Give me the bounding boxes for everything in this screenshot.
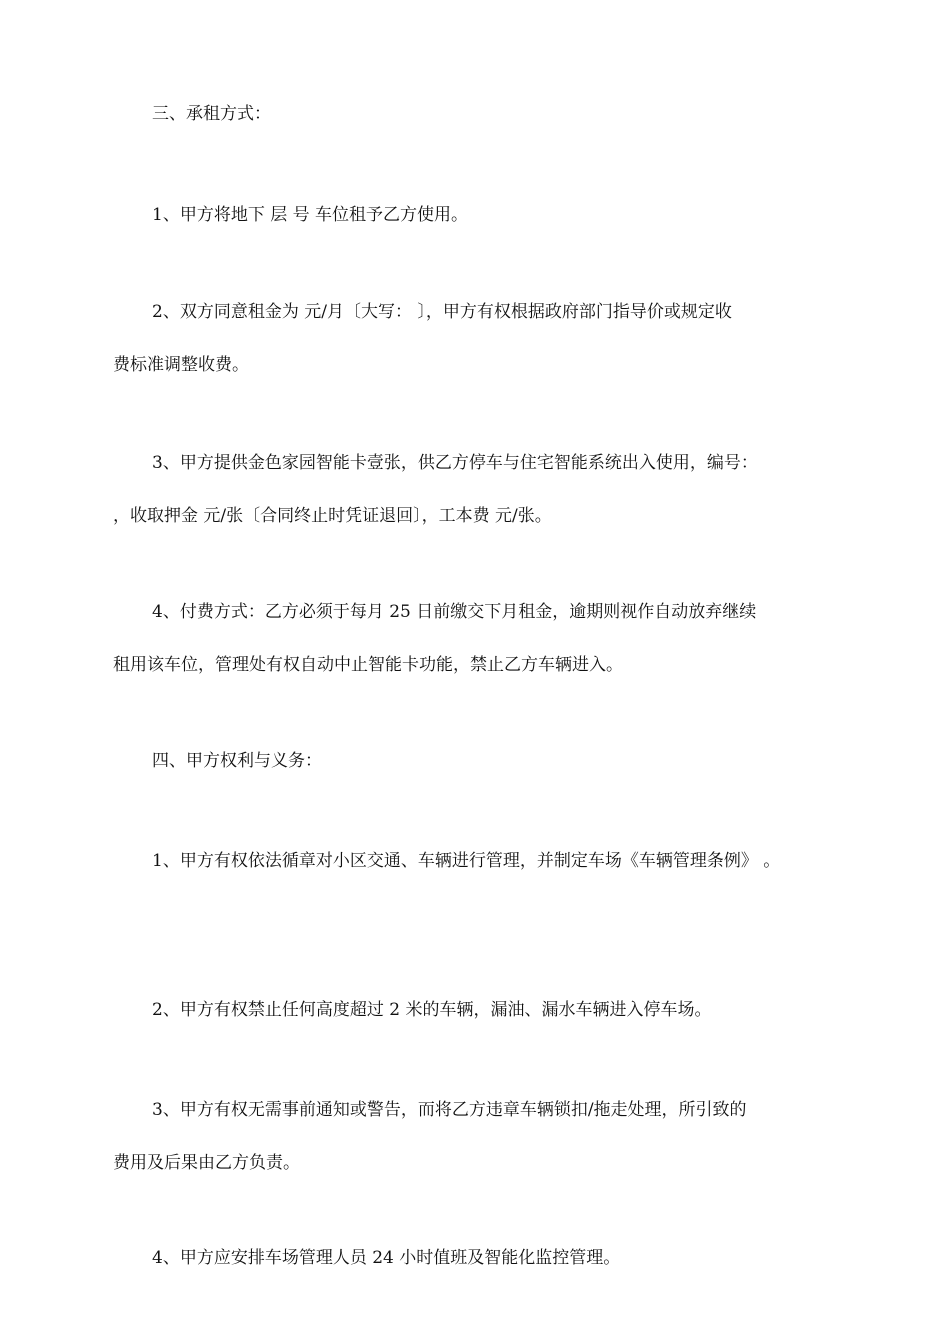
clause-line: 1、甲方将地下 层 号 车位租予乙方使用。 [152,205,469,225]
clause-line: 费用及后果由乙方负责。 [113,1153,300,1173]
heading-text: 三、承租方式： [152,104,271,124]
clause-4-3 [113,1084,843,1190]
clause-4-4 [113,1232,843,1285]
clause-4-1 [113,835,843,888]
clause-line: 2、甲方有权禁止任何高度超过 2 米的车辆，漏油、漏水车辆进入停车场。 [152,1000,712,1020]
clause-line: 3、甲方有权无需事前通知或警告，而将乙方违章车辆锁扣/拖走处理，所引致的 [152,1100,747,1120]
clause-3-2 [113,286,843,392]
clause-3-1 [113,189,843,242]
clause-line: 费标准调整收费。 [113,355,249,375]
clause-3-4 [113,586,843,692]
section-heading-4 [113,735,843,788]
clause-line: 4、甲方应安排车场管理人员 24 小时值班及智能化监控管理。 [152,1248,621,1268]
clause-line: 4、付费方式：乙方必须于每月 25 日前缴交下月租金，逾期则视作自动放弃继续 [152,602,757,622]
section-heading-3 [113,88,843,141]
clause-line: 租用该车位，管理处有权自动中止智能卡功能，禁止乙方车辆进入。 [113,655,623,675]
clause-3-3 [113,437,843,543]
heading-text: 四、甲方权利与义务： [152,751,322,771]
clause-line: 1、甲方有权依法循章对小区交通、车辆进行管理，并制定车场《车辆管理条例》 。 [152,851,781,871]
clause-4-2 [113,984,843,1037]
clause-line: ，收取押金 元/张〔合同终止时凭证退回〕，工本费 元/张。 [113,506,552,526]
clause-line: 3、甲方提供金色家园智能卡壹张，供乙方停车与住宅智能系统出入使用，编号： [152,453,758,473]
clause-line: 2、双方同意租金为 元/月〔大写： 〕，甲方有权根据政府部门指导价或规定收 [152,302,732,322]
